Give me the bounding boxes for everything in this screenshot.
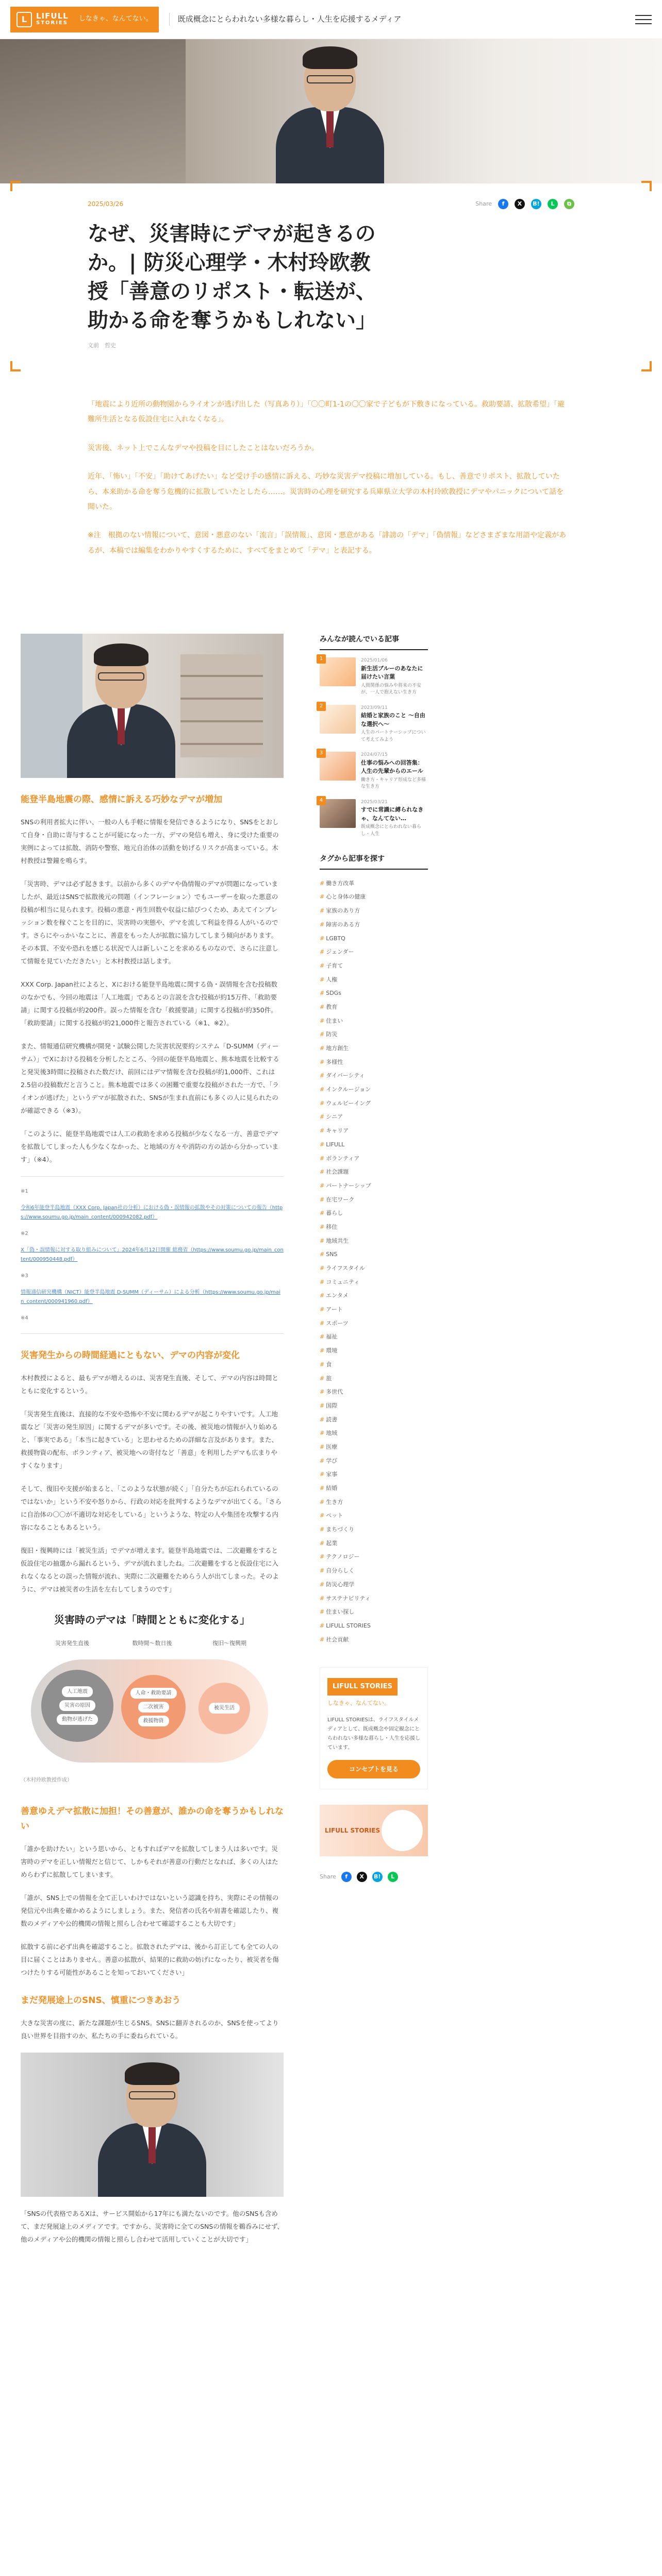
- figure-caption: （木村玲欧教授作成）: [21, 1777, 72, 1783]
- article-body: [21, 634, 284, 2256]
- tag-link[interactable]: # LIFULL STORIES: [320, 1619, 428, 1633]
- section-heading: 災害発生からの時間経過にともない、デマの内容が変化: [21, 1350, 240, 1361]
- tag-link[interactable]: # テクノロジー: [320, 1550, 428, 1564]
- tag-list: [320, 853, 428, 1647]
- popular-article[interactable]: 2 2023/09/11 結婚と家族のこと ～自由な選択へ～ 人生のパートナーシップについて考えてみよう: [320, 705, 428, 744]
- article-date: 2025/03/26: [88, 200, 124, 208]
- section-heading: 善意ゆえデマ拡散に加担！その善意が、誰かの命を奪うかもしれない: [21, 1806, 284, 1832]
- footnote-label: ※4: [21, 1315, 28, 1321]
- tag-link[interactable]: # 多様性: [320, 1056, 428, 1070]
- tag-link[interactable]: # LGBTQ: [320, 932, 428, 946]
- tag-link[interactable]: # SNS: [320, 1248, 428, 1262]
- promo-box: [320, 1667, 428, 1789]
- tag-link[interactable]: # 環境: [320, 1344, 428, 1358]
- body-paragraph: 「SNSの代表格であるXは、サービス開始から17年にも満たないのです。他のSNSも含めて、まだ発展途上のメディアです。ですから、災害時に全てのSNSの情報を鵜呑みにせず、他のメディアや公的機関の情報と照らし合わせて活用していくことが大切です」: [21, 2209, 284, 2243]
- tag-link[interactable]: # 在宅ワーク: [320, 1193, 428, 1207]
- lead-paragraph: ※注 根拠のない情報について、意図・悪意のない「流言」「誤情報」、意図・悪意がある「誹謗の「デマ」「偽情報」などさまざまな用語や定義があるが、本稿では編集をわかりやすくするために、すべてをまとめて「デマ」と表記する。: [88, 531, 567, 555]
- body-paragraph: SNSの利用者拡大に伴い、一般の人も手軽に情報を発信できるようになり、SNSをとおして自身・自助に寄与することが可能になった一方、デマの発信も増え、身に受けた重要の実例によっては拡散、消防や警察、地元自治体の活動を妨げるリスクが高まっている。木村教授は警鐘を鳴らす。: [21, 818, 279, 865]
- tag-link[interactable]: # まちづくり: [320, 1523, 428, 1537]
- tag-link[interactable]: # ジェンダー: [320, 945, 428, 959]
- lead-paragraph: 災害後、ネット上でこんなデマや投稿を目にしたことはないだろうか。: [88, 444, 319, 452]
- tag-link[interactable]: # 家族のあり方: [320, 904, 428, 918]
- divider: [21, 1176, 284, 1177]
- body-paragraph: 「誰かを助けたい」という思いから、ともすればデマを拡散してしまう人は多いです。災害時のデマを正しい情報だと信じて、しかもそれが善意の行動だとなれば、多くの人はためらわずに拡散してしまいます。: [21, 1844, 278, 1878]
- tag-link[interactable]: # コミュニティ: [320, 1276, 428, 1290]
- tag-link[interactable]: # SDGs: [320, 987, 428, 1001]
- tag-link[interactable]: # インクルージョン: [320, 1083, 428, 1097]
- figure-circle-late: 被災生活: [198, 1683, 250, 1734]
- tag-link[interactable]: # 住まい探し: [320, 1605, 428, 1619]
- tag-link[interactable]: # 多世代: [320, 1385, 428, 1399]
- tag-link[interactable]: # スポーツ: [320, 1317, 428, 1331]
- article-author: 文前 哲史: [88, 342, 116, 349]
- body-paragraph: 「災害発生直後は、直接的な不安や恐怖や不安に関わるデマが起こりやすいです。人工地震など「災害の発生原因」に関するデマが多いです。その後、被災地の情報が入り始めると、「事実である」「本当に起きている」と思わせるための詳細な言及があります。また、救援物資の配布、ボランティア、被災地への寄付など「善意」を利用したデマも広まりやすくなります」: [21, 1410, 278, 1469]
- popular-article[interactable]: 1 2025/01/06 新生活ブルーのあなたに届けたい言葉 人間関係の悩みや将来の不安が、一人で抱えない生き方: [320, 657, 428, 697]
- share-label: Share: [475, 200, 492, 207]
- tag-link[interactable]: # 働き方改革: [320, 877, 428, 891]
- body-paragraph: 木村教授によると、最もデマが増えるのは、災害発生直後、そして、デマの内容は時間とともに変化するという。: [21, 1374, 278, 1395]
- body-paragraph: 拡散する前に必ず出典を確認すること。拡散されたデマは、後から訂正しても全ての人の目に届くことはありません。善意の拡散が、結果的に救助の妨げになったり、被災者を傷つけたりする可能性があることを知っておいてください」: [21, 1942, 279, 1976]
- footnote-label: ※3: [21, 1273, 28, 1279]
- lead-paragraph: 近年、「怖い」「不安」「助けてあげたい」など受け手の感情に訴える、巧妙な災害デマ投稿に増加している。もし、善意でリポスト、拡散していたら、本来助かる命を奪う危機的に拡散していたとしたら……。災害時の心理を研究する兵庫県立大学の木村玲欧教授にデマやパニックについて話を聞いた。: [88, 472, 564, 512]
- tag-link[interactable]: # LIFULL: [320, 1138, 428, 1152]
- figure-column-label: 数時間〜数日後: [132, 1639, 172, 1647]
- promo-logo: LIFULL STORIES: [327, 1678, 398, 1696]
- site-header: [0, 0, 662, 39]
- figure-column-label: 復旧〜復興期: [212, 1639, 246, 1647]
- tag-link[interactable]: # エンタメ: [320, 1289, 428, 1303]
- tag-link[interactable]: # ウェルビーイング: [320, 1097, 428, 1111]
- tag-link[interactable]: # ダイバーシティ: [320, 1069, 428, 1083]
- tag-link[interactable]: # 自分らしく: [320, 1564, 428, 1578]
- tag-link[interactable]: # 住まい: [320, 1014, 428, 1028]
- hero-person: [276, 49, 384, 183]
- figure-circle-early: 人工地震 災害の原因 動物が逃げた: [41, 1670, 113, 1742]
- tag-link[interactable]: # 暮らし: [320, 1207, 428, 1221]
- tag-link[interactable]: # 地域共生: [320, 1234, 428, 1248]
- tag-link[interactable]: # シニア: [320, 1110, 428, 1124]
- tag-link[interactable]: # 福祉: [320, 1330, 428, 1344]
- body-paragraph: 大きな災害の度に、新たな課題が生じるSNS。SNSに翻弄されるのか、SNSを使ってより良い世界を目指すのか、私たちの手に委ねられている。: [21, 2019, 279, 2040]
- footnote-link[interactable]: 情報通信研究機構（NICT）能登半島地震 D-SUMM（ディーサム）による分析（https://www.soumu.go.jp/main_content/000941960.pdf）: [21, 1290, 280, 1305]
- share-bar-bottom: Share f X B! L: [320, 1872, 428, 1882]
- x-icon[interactable]: X: [515, 199, 525, 209]
- tag-link[interactable]: # 医療: [320, 1440, 428, 1454]
- tag-link[interactable]: # 移住: [320, 1221, 428, 1234]
- body-paragraph: また、情報通信研究機構が開発・試験公開した災害状況要約システム「D-SUMM（ディーサム）」でXにおける投稿を分析したところ、今回の能登半島地震と、熊本地震を比較すると発災後3時間に投稿された数だけ、前回にはデマ情報を含む投稿が約1,000件、これは2.5倍の投稿数だと言うこと。熊本地震では多くの困難で重要な投稿がされた一方で、「ライオンが逃げた」というデマが拡散された、SNSが生まれ直前にも多くの人に見られたのが確認できる（※3）。: [21, 1042, 279, 1115]
- section-heading: まだ発展途上のSNS、慎重につきあおう: [21, 1995, 181, 2006]
- tag-link[interactable]: # 生き方: [320, 1496, 428, 1510]
- facebook-icon[interactable]: f: [341, 1872, 352, 1882]
- hatena-icon[interactable]: B!: [531, 199, 541, 209]
- tag-link[interactable]: # 人権: [320, 973, 428, 987]
- interview-photo-2: [21, 2053, 284, 2197]
- tags-title: タグから記事を探す: [320, 853, 428, 870]
- tag-link[interactable]: # 防災: [320, 1028, 428, 1042]
- promo-banner[interactable]: LIFULL STORIES: [320, 1805, 428, 1856]
- tag-link[interactable]: # アート: [320, 1303, 428, 1317]
- tag-link[interactable]: # パートナーシップ: [320, 1179, 428, 1193]
- copy-link-icon[interactable]: ⧉: [564, 199, 574, 209]
- interview-photo: [21, 634, 284, 778]
- tag-link[interactable]: # キャリア: [320, 1124, 428, 1138]
- article-header: [10, 183, 652, 371]
- article-lead: [88, 377, 574, 603]
- tag-link[interactable]: # ボランティア: [320, 1152, 428, 1166]
- tag-link[interactable]: # 読書: [320, 1413, 428, 1427]
- hatena-icon[interactable]: B!: [372, 1872, 383, 1882]
- tag-link[interactable]: # 学び: [320, 1454, 428, 1468]
- tag-link[interactable]: # 社会貢献: [320, 1633, 428, 1647]
- share-bar: [475, 199, 574, 209]
- banner-image: [382, 1810, 423, 1851]
- x-icon[interactable]: X: [357, 1872, 367, 1882]
- concept-button[interactable]: コンセプトを見る: [327, 1760, 420, 1778]
- hamburger-menu-icon[interactable]: [635, 15, 652, 24]
- tag-link[interactable]: # 教育: [320, 1001, 428, 1014]
- tag-link[interactable]: # 結婚: [320, 1482, 428, 1496]
- footnote-link[interactable]: X「偽・誤情報に対する取り組みについて」2024年6月12日開催 総務省（https://www.soumu.go.jp/main_content/000950448.pdf）: [21, 1247, 284, 1263]
- tag-link[interactable]: # 子育て: [320, 959, 428, 973]
- logo-mark-icon: L: [16, 12, 32, 27]
- tag-link[interactable]: # ペット: [320, 1509, 428, 1523]
- body-paragraph: 「誰が、SNS上での情報を全て正しいわけではないという認識を持ち、実際にその情報の発信元や出典を確かめるようにしましょう。また、発信者の氏名や肩書を確認したり、複数のメディアや公的機関の情報と照らし合わせて確認することも大切です」: [21, 1893, 279, 1927]
- tag-link[interactable]: # 地方創生: [320, 1042, 428, 1056]
- figure-circle-mid: 人命・救助要請 二次被害 救援物資: [121, 1675, 186, 1739]
- footnote-label: ※1: [21, 1189, 28, 1195]
- section-heading: 能登半島地震の際、感情に訴える巧妙なデマが増加: [21, 794, 222, 805]
- divider: [21, 1333, 284, 1334]
- footnote-label: ※2: [21, 1231, 28, 1237]
- body-paragraph: 復旧・復興時には「被災生活」でデマが増えます。能登半島地震では、二次避難をすると仮設住宅の抽選から漏れるという、デマが流れましたね。二次避難をすると仮設住宅に入れなくなるとの誤った情報が流れ、実際に二次避難をためらう人が出てしまった。そのように、デマは被災者の生活を左右してしまうのです」: [21, 1546, 279, 1593]
- tag-link[interactable]: # 防災心理学: [320, 1578, 428, 1592]
- tag-link[interactable]: # 旅: [320, 1372, 428, 1386]
- tag-link[interactable]: # 起業: [320, 1537, 428, 1551]
- figure-column-label: 災害発生直後: [55, 1639, 89, 1647]
- header-description: 既成概念にとらわれない多様な暮らし・人生を応援するメディア: [169, 13, 402, 26]
- hero-image: [0, 39, 662, 183]
- logo-name: LIFULL: [36, 11, 69, 21]
- figure-title: 災害時のデマは「時間とともに変化する」: [54, 1613, 250, 1626]
- body-paragraph: 「このように、能登半島地震では人工の救助を求める投稿が少なくなる一方、善意でデマを拡散してしまった人も少なくなかった、と地域の方々や消防の方の話から分かっています」（※4）。: [21, 1130, 279, 1164]
- footnote-link[interactable]: 令和6年能登半島地震（XXX Corp. Japan社の分析）における偽・誤情報の拡散やその対策についての報告（https://www.soumu.go.jp/main_content/000942082.pdf）: [21, 1205, 283, 1221]
- main-layout: [0, 618, 662, 2256]
- promo-tagline: しなきゃ、なんてない。: [327, 1700, 390, 1707]
- line-icon[interactable]: L: [388, 1872, 398, 1882]
- site-logo[interactable]: [10, 7, 159, 32]
- tag-link[interactable]: # ライフスタイル: [320, 1262, 428, 1276]
- tag-link[interactable]: # サステナビリティ: [320, 1592, 428, 1606]
- sidebar: [320, 634, 428, 2256]
- tag-link[interactable]: # 社会課題: [320, 1165, 428, 1179]
- article-title: なぜ、災害時にデマが起きるのか。| 防災心理学・木村玲欧教授「善意のリポスト・転送が、助かる命を奪うかもしれない」: [88, 222, 376, 333]
- tag-link[interactable]: # 障害のある方: [320, 918, 428, 932]
- body-paragraph: 「災害時、デマは必ず起きます。以前から多くのデマや偽情報のデマが問題になっていましたが、最近はSNSで拡散後元の問題（インフレーション）でもユーザーを取った悪意の投稿が相当に見られます。投稿の悪意・再生回数や収益に結びつくため、あえてインプレッション数を稼ぐことを目的に、災害時の実態や、デマを流して利益を得る人がいるのです。さらにやっかいなことに、善意をもった人が拡散に協力してしまう傾向があります。その本質、不安や恐れを感じる状況で人は新しいことを求めるものなので、さらに注意して情報を見ていただきたい」と木村教授は話します。: [21, 880, 278, 965]
- popular-article[interactable]: 3 2024/07/15 仕事の悩みへの回答集：人生の先輩からのエール 働き方・キャリア形成など多様な生き方: [320, 752, 428, 791]
- tag-link[interactable]: # 国際: [320, 1399, 428, 1413]
- body-paragraph: そして、復旧や支援が始まると、「このような状態が続く」「自分たちが忘れられているのではないか」という不安や怒りから、行政の対応を批判するようなデマが出てくる。「さらに自治体の〇〇が不適切な対応をしている」というような、特定の人や集団を攻撃する内容になることもあるという。: [21, 1484, 282, 1531]
- logo-tagline: しなきゃ、なんてない。: [78, 15, 153, 23]
- tag-link[interactable]: # 食: [320, 1358, 428, 1372]
- line-icon[interactable]: L: [548, 199, 558, 209]
- tag-link[interactable]: # 家事: [320, 1468, 428, 1482]
- lead-paragraph: 「地震により近所の動物園からライオンが逃げ出した（写真あり）」「〇〇町1-1の〇〇家で子どもが下敷きになっている。救助要請、拡散希望」「避難所生活となる仮設住宅に入れなくなる」。: [88, 400, 565, 424]
- promo-text: LIFULL STORIESは、ライフスタイルメディアとして、既成概念や固定観念にとらわれない多様な暮らし・人生を応援しています。: [327, 1717, 420, 1751]
- popular-article[interactable]: 4 2025/03/21 すでに常識に縛られなきゃ、なんてない… 既成概念にとらわれない暮らし・人生: [320, 799, 428, 838]
- facebook-icon[interactable]: f: [498, 199, 508, 209]
- tag-link[interactable]: # 心と身体の健康: [320, 890, 428, 904]
- tag-link[interactable]: # 地域: [320, 1427, 428, 1440]
- popular-title: みんなが読んでいる記事: [320, 634, 428, 650]
- timeline-figure: [21, 1606, 284, 1790]
- body-paragraph: XXX Corp. Japan社によると、Xにおける能登半島地震に関する偽・誤情報を含む投稿数のなかでも、今回の地震は「人工地震」であるとの言説を含む投稿が約15万件、「救助要請」に関する投稿が約200件。誤った情報を含む「救援要請」に関する投稿が約350件。「救助要請」に関する投稿が約21,000件と報告されている（※1、※2）。: [21, 980, 277, 1027]
- logo-sub: STORIES: [36, 20, 68, 26]
